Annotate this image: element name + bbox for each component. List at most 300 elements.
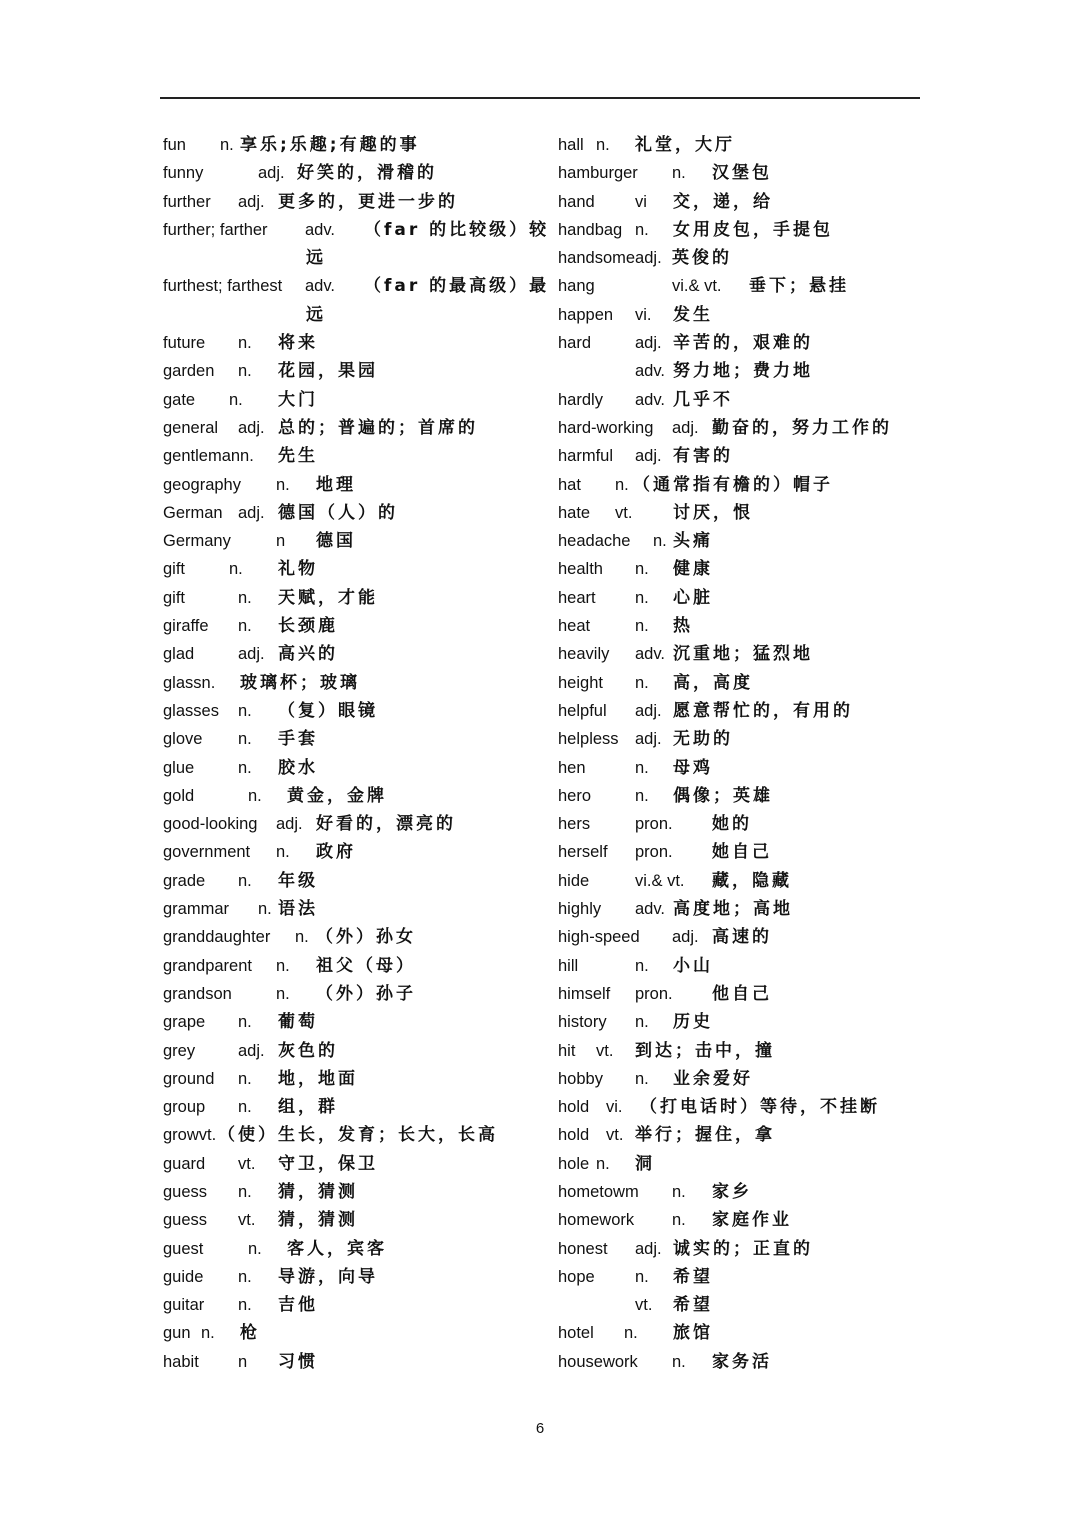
entry-word: hotel (558, 1324, 594, 1343)
left-entry (163, 1178, 533, 1206)
entry-pos: n. (229, 560, 243, 579)
entry-word: Germany (163, 532, 231, 551)
right-entry (558, 754, 928, 782)
entry-word: further (163, 192, 211, 211)
entry-meaning: 祖父（母） (316, 955, 416, 976)
right-entry (558, 272, 928, 300)
entry-word: health (558, 560, 603, 579)
entry-word: glue (163, 758, 195, 777)
left-entry (163, 867, 533, 895)
entry-meaning: 年级 (278, 870, 318, 891)
entry-word: glove (163, 730, 203, 749)
entry-meaning: 无助的 (673, 729, 733, 750)
right-entry (558, 867, 928, 895)
entry-meaning: 将来 (278, 333, 318, 354)
right-entry (558, 725, 928, 753)
entry-pos: n. (238, 1267, 252, 1286)
entry-word: hard (558, 334, 592, 353)
right-entry (558, 923, 928, 951)
left-entry (163, 272, 550, 300)
right-entry (558, 1263, 928, 1291)
entry-meaning: （使）生长，发育；长大，长高 (218, 1125, 498, 1146)
entry-word: hill (558, 956, 579, 975)
entry-pos: adj. (238, 645, 265, 664)
entry-word: guide (163, 1267, 204, 1286)
entry-word: giraffe (163, 617, 209, 636)
entry-pos: n. (238, 758, 252, 777)
entry-word: highly (558, 900, 602, 919)
entry-word: glasses (163, 701, 219, 720)
right-entry (558, 442, 928, 470)
entry-meaning: （复）眼镜 (278, 700, 378, 721)
right-entry (558, 584, 928, 612)
right-entry (558, 386, 928, 414)
right-entry (558, 301, 928, 329)
entry-word: glad (163, 645, 195, 664)
entry-pos: n. (635, 560, 649, 579)
entry-meaning: 远 (306, 248, 326, 269)
entry-meaning: 天赋，才能 (278, 587, 378, 608)
entry-word: housework (558, 1352, 638, 1371)
entry-word: gift (163, 588, 186, 607)
left-entry (163, 1291, 533, 1319)
entry-pos: n. (635, 1013, 649, 1032)
entry-meaning: （通常指有檐的）帽子 (633, 474, 833, 495)
entry-word: gate (163, 390, 196, 409)
entry-meaning: 努力地；费力地 (673, 361, 813, 382)
entry-meaning: 花园，果园 (278, 361, 378, 382)
entry-pos: n. (229, 390, 243, 409)
entry-word: grape (163, 1013, 206, 1032)
left-entry (163, 471, 533, 499)
right-entry (558, 612, 928, 640)
entry-word: helpful (558, 701, 607, 720)
entry-word: handsomeadj. (558, 249, 662, 268)
entry-meaning: 洞 (635, 1153, 655, 1174)
entry-word: guitar (163, 1296, 205, 1315)
entry-meaning: 家务活 (712, 1351, 772, 1372)
entry-pos: n. (258, 900, 272, 919)
left-entry (163, 527, 533, 555)
entry-meaning: 组，群 (278, 1097, 338, 1118)
entry-word: herself (558, 843, 608, 862)
entry-meaning: 垂下；悬挂 (749, 276, 849, 297)
entry-pos: vt. (615, 503, 633, 522)
entry-meaning: 礼堂，大厅 (635, 135, 735, 155)
entry-pos: adj. (672, 928, 699, 947)
entry-word: geography (163, 475, 241, 494)
entry-meaning: 偶像；英雄 (673, 785, 773, 806)
left-entry (163, 697, 533, 725)
entry-pos: vi.& vt. (672, 277, 722, 296)
right-entry (558, 216, 928, 244)
entry-pos: n. (238, 617, 252, 636)
entry-word: hand (558, 192, 595, 211)
entry-meaning: 枪 (240, 1323, 260, 1344)
right-entry (558, 131, 928, 159)
entry-meaning: 举行；握住，拿 (635, 1125, 775, 1146)
left-entry (163, 386, 533, 414)
entry-meaning: 家庭作业 (712, 1210, 792, 1231)
entry-pos: n. (238, 362, 252, 381)
entry-pos: adv. (635, 390, 665, 409)
entry-pos: adj. (238, 192, 265, 211)
entry-meaning: 热 (673, 616, 693, 637)
right-entry (558, 159, 928, 187)
left-entry (163, 1319, 533, 1347)
right-entry (558, 1319, 928, 1347)
entry-pos: n. (672, 1182, 686, 1201)
entry-meaning: 政府 (316, 842, 356, 863)
entry-meaning: 几乎不 (673, 389, 733, 410)
entry-word: gold (163, 786, 195, 805)
left-entry (163, 612, 533, 640)
left-entry (163, 499, 533, 527)
entry-pos: n. (248, 1239, 262, 1258)
left-entry (163, 782, 533, 810)
left-entry (163, 159, 533, 187)
right-entry (558, 697, 928, 725)
left-entry (163, 442, 533, 470)
left-entry (163, 555, 533, 583)
entry-pos: adj. (635, 334, 662, 353)
left-entry (163, 584, 533, 612)
entry-pos: n. (201, 1324, 215, 1343)
entry-word: gentlemann. (163, 447, 254, 466)
entry-meaning: 吉他 (278, 1295, 318, 1316)
left-entry (163, 810, 533, 838)
right-entry (558, 1178, 928, 1206)
entry-word: funny (163, 164, 204, 183)
left-entry (163, 838, 533, 866)
entry-pos: adj. (635, 447, 662, 466)
entry-word: hamburger (558, 164, 638, 183)
entry-pos: n. (615, 475, 629, 494)
entry-word: hang (558, 277, 595, 296)
entry-pos: n. (238, 1296, 252, 1315)
entry-word: grammar (163, 900, 230, 919)
entry-meaning: 守卫，保卫 (278, 1153, 378, 1174)
entry-pos: adv. (305, 220, 335, 239)
entry-word: hate (558, 503, 591, 522)
entry-word: government (163, 843, 251, 862)
entry-meaning: （far 的比较级）较 (364, 219, 550, 240)
entry-word: history (558, 1013, 607, 1032)
left-entry (163, 301, 533, 329)
entry-word: further; farther (163, 220, 268, 239)
left-column (163, 131, 550, 1376)
entry-meaning: 诚实的；正直的 (673, 1238, 813, 1259)
left-entry (163, 1150, 533, 1178)
right-entry (558, 1065, 928, 1093)
entry-word: hometowm (558, 1182, 639, 1201)
left-entry (163, 414, 533, 442)
left-entry (163, 188, 533, 216)
entry-pos: n. (238, 1182, 252, 1201)
right-entry (558, 1037, 928, 1065)
entry-word: hero (558, 786, 592, 805)
entry-pos: adj. (635, 1239, 662, 1258)
entry-word: hit (558, 1041, 576, 1060)
left-entry (163, 640, 533, 668)
entry-word: hold (558, 1098, 590, 1117)
entry-word: heavily (558, 645, 610, 664)
right-entry (558, 499, 928, 527)
entry-word: habit (163, 1352, 199, 1371)
entry-meaning: （外）孙子 (316, 983, 416, 1004)
entry-pos: vi (635, 192, 647, 211)
entry-pos: adj. (238, 1041, 265, 1060)
entry-pos: n. (276, 475, 290, 494)
left-entry (163, 895, 533, 923)
entry-meaning: 母鸡 (673, 757, 713, 778)
entry-meaning: 发生 (673, 304, 713, 325)
entry-meaning: 好笑的，滑稽的 (297, 163, 437, 184)
entry-meaning: 好看的，漂亮的 (316, 814, 456, 835)
entry-meaning: 礼物 (278, 559, 318, 580)
entry-word: grey (163, 1041, 196, 1060)
entry-pos: pron. (635, 843, 673, 862)
entry-pos: n. (635, 956, 649, 975)
right-entry (558, 329, 928, 357)
entry-word: helpless (558, 730, 619, 749)
entry-word: height (558, 673, 603, 692)
entry-meaning: 希望 (673, 1266, 713, 1287)
entry-pos: adj. (672, 418, 699, 437)
left-entry (163, 1008, 533, 1036)
entry-pos: vt. (635, 1296, 653, 1315)
left-entry (163, 1037, 533, 1065)
entry-pos: n. (672, 1211, 686, 1230)
entry-meaning: 德国（人）的 (278, 502, 398, 523)
entry-word: group (163, 1098, 206, 1117)
entry-meaning: 胶水 (278, 757, 318, 778)
entry-pos: n. (635, 220, 649, 239)
entry-pos: vt. (238, 1154, 256, 1173)
right-entry (558, 1008, 928, 1036)
entry-word: hold (558, 1126, 590, 1145)
entry-meaning: 灰色的 (278, 1040, 338, 1061)
right-entry (558, 357, 928, 385)
entry-meaning: 勤奋的，努力工作的 (712, 417, 892, 438)
entry-word: happen (558, 305, 614, 324)
left-entry (163, 329, 533, 357)
entry-word: hole (558, 1154, 590, 1173)
left-entry (163, 669, 533, 697)
entry-word: handbag (558, 220, 623, 239)
right-entry (558, 471, 928, 499)
right-entry (558, 1348, 928, 1376)
right-entry (558, 414, 928, 442)
right-entry (558, 669, 928, 697)
entry-word: hers (558, 815, 591, 834)
entry-pos: adj. (238, 503, 265, 522)
entry-word: hope (558, 1267, 595, 1286)
entry-word: general (163, 418, 219, 437)
left-entry (163, 1093, 533, 1121)
entry-meaning: 女用皮包，手提包 (673, 219, 833, 240)
entry-pos: n. (248, 786, 262, 805)
right-entry (558, 640, 928, 668)
entry-pos: n. (295, 928, 309, 947)
entry-word: glassn. (163, 673, 216, 692)
entry-pos: n. (635, 758, 649, 777)
entry-meaning: 大门 (278, 389, 318, 410)
entry-pos: n (238, 1352, 248, 1371)
left-entry (163, 1348, 533, 1376)
entry-word: German (163, 503, 223, 522)
entry-meaning: 高度地；高地 (673, 899, 793, 920)
entry-word: heat (558, 617, 591, 636)
entry-meaning: 黄金，金牌 (287, 785, 387, 806)
entry-word: hat (558, 475, 581, 494)
entry-word: grandparent (163, 956, 252, 975)
entry-word: guard (163, 1154, 206, 1173)
entry-meaning: 英俊的 (672, 248, 732, 269)
entry-meaning: 沉重地；猛烈地 (673, 644, 813, 665)
entry-pos: adv. (635, 362, 665, 381)
entry-meaning: 远 (306, 304, 326, 325)
entry-meaning: 高兴的 (278, 644, 338, 665)
entry-meaning: 玻璃杯；玻璃 (240, 672, 360, 693)
entry-meaning: 心脏 (673, 587, 713, 608)
entry-meaning: 高，高度 (673, 672, 753, 693)
entry-pos: n. (635, 1267, 649, 1286)
entry-meaning: 希望 (673, 1295, 713, 1316)
entry-meaning: 她自己 (712, 842, 772, 863)
entry-pos: vt. (596, 1041, 614, 1060)
right-entry (558, 952, 928, 980)
entry-word: homework (558, 1211, 635, 1230)
entry-meaning: 藏，隐藏 (712, 870, 792, 891)
entry-pos: n. (672, 1352, 686, 1371)
entry-pos: vt. (238, 1211, 256, 1230)
entry-meaning: （打电话时）等待，不挂断 (640, 1097, 880, 1118)
entry-pos: n. (635, 588, 649, 607)
left-entry (163, 923, 533, 951)
entry-word: growvt. (163, 1126, 217, 1145)
entry-pos: pron. (635, 984, 673, 1003)
entry-meaning: 享乐;乐趣;有趣的事 (240, 135, 420, 155)
entry-meaning: 总的；普遍的；首席的 (278, 417, 478, 438)
entry-pos: n. (596, 136, 610, 154)
entry-pos: n. (596, 1154, 610, 1173)
entry-meaning: 手套 (278, 729, 318, 750)
entry-word: hall (558, 136, 584, 154)
entry-meaning: 家乡 (712, 1181, 752, 1202)
entry-word: hardly (558, 390, 603, 409)
entry-pos: n. (238, 701, 252, 720)
entry-pos: adv. (635, 900, 665, 919)
entry-meaning: 讨厌，恨 (673, 502, 753, 523)
entry-word: honest (558, 1239, 608, 1258)
left-entry (163, 952, 533, 980)
entry-word: heart (558, 588, 596, 607)
entry-meaning: 他自己 (712, 983, 772, 1004)
entry-pos: pron. (635, 815, 673, 834)
entry-pos: n. (238, 334, 252, 353)
entry-word: good-looking (163, 815, 258, 834)
right-entry (558, 980, 928, 1008)
entry-meaning: 旅馆 (673, 1323, 713, 1344)
left-entry (163, 1235, 533, 1263)
left-entry (163, 1206, 533, 1234)
entry-meaning: 导游，向导 (278, 1266, 378, 1287)
entry-pos: n. (276, 843, 290, 862)
left-entry (163, 1121, 533, 1149)
entry-pos: adj. (276, 815, 303, 834)
entry-meaning: 习惯 (278, 1351, 318, 1372)
entry-pos: adj. (238, 418, 265, 437)
entry-pos: n. (220, 136, 234, 154)
entry-meaning: 她的 (712, 814, 752, 835)
entry-pos: n. (624, 1324, 638, 1343)
entry-meaning: 历史 (673, 1012, 713, 1033)
entry-word: garden (163, 362, 215, 381)
right-entry (558, 555, 928, 583)
entry-pos: n (276, 532, 286, 551)
right-entry (558, 1291, 928, 1319)
entry-pos: n. (635, 1069, 649, 1088)
entry-meaning: 高速的 (712, 927, 772, 948)
entry-pos: n. (238, 730, 252, 749)
entry-pos: vt. (606, 1126, 624, 1145)
entry-word: hobby (558, 1069, 603, 1088)
entry-pos: n. (238, 1069, 252, 1088)
entry-meaning: 交，递，给 (673, 191, 773, 212)
entry-meaning: 语法 (278, 899, 318, 920)
entry-pos: vi. (635, 305, 652, 324)
entry-word: high-speed (558, 928, 640, 947)
entry-word: granddaughter (163, 928, 271, 947)
right-entry (558, 244, 928, 272)
page-number: 6 (535, 1420, 545, 1437)
entry-word: hen (558, 758, 586, 777)
entry-word: future (163, 334, 206, 353)
entry-word: guess (163, 1211, 208, 1230)
right-entry (558, 1093, 928, 1121)
right-entry (558, 188, 928, 216)
entry-meaning: 德国 (316, 531, 356, 552)
entry-meaning: 到达；击中，撞 (635, 1040, 775, 1061)
entry-meaning: 汉堡包 (712, 163, 772, 184)
entry-meaning: （far 的最高级）最 (364, 276, 550, 297)
entry-pos: n. (672, 164, 686, 183)
entry-meaning: 头痛 (673, 531, 713, 552)
entry-word: headache (558, 532, 631, 551)
right-entry (558, 895, 928, 923)
right-column (558, 131, 928, 1376)
entry-word: gun (163, 1324, 191, 1343)
entry-word: gift (163, 560, 186, 579)
entry-pos: n. (238, 588, 252, 607)
left-entry (163, 216, 550, 244)
entry-pos: vi. (606, 1098, 623, 1117)
left-entry (163, 1263, 533, 1291)
left-entry (163, 131, 533, 159)
entry-meaning: 有害的 (673, 446, 733, 467)
entry-pos: n. (635, 673, 649, 692)
entry-word: grandson (163, 984, 232, 1003)
entry-word: furthest; farthest (163, 277, 283, 296)
entry-word: himself (558, 984, 611, 1003)
entry-meaning: 长颈鹿 (278, 616, 338, 637)
entry-meaning: 业余爱好 (673, 1068, 753, 1089)
entry-meaning: 客人，宾客 (287, 1238, 387, 1259)
entry-pos: n. (238, 1013, 252, 1032)
entry-pos: n. (238, 871, 252, 890)
entry-pos: n. (653, 532, 667, 551)
